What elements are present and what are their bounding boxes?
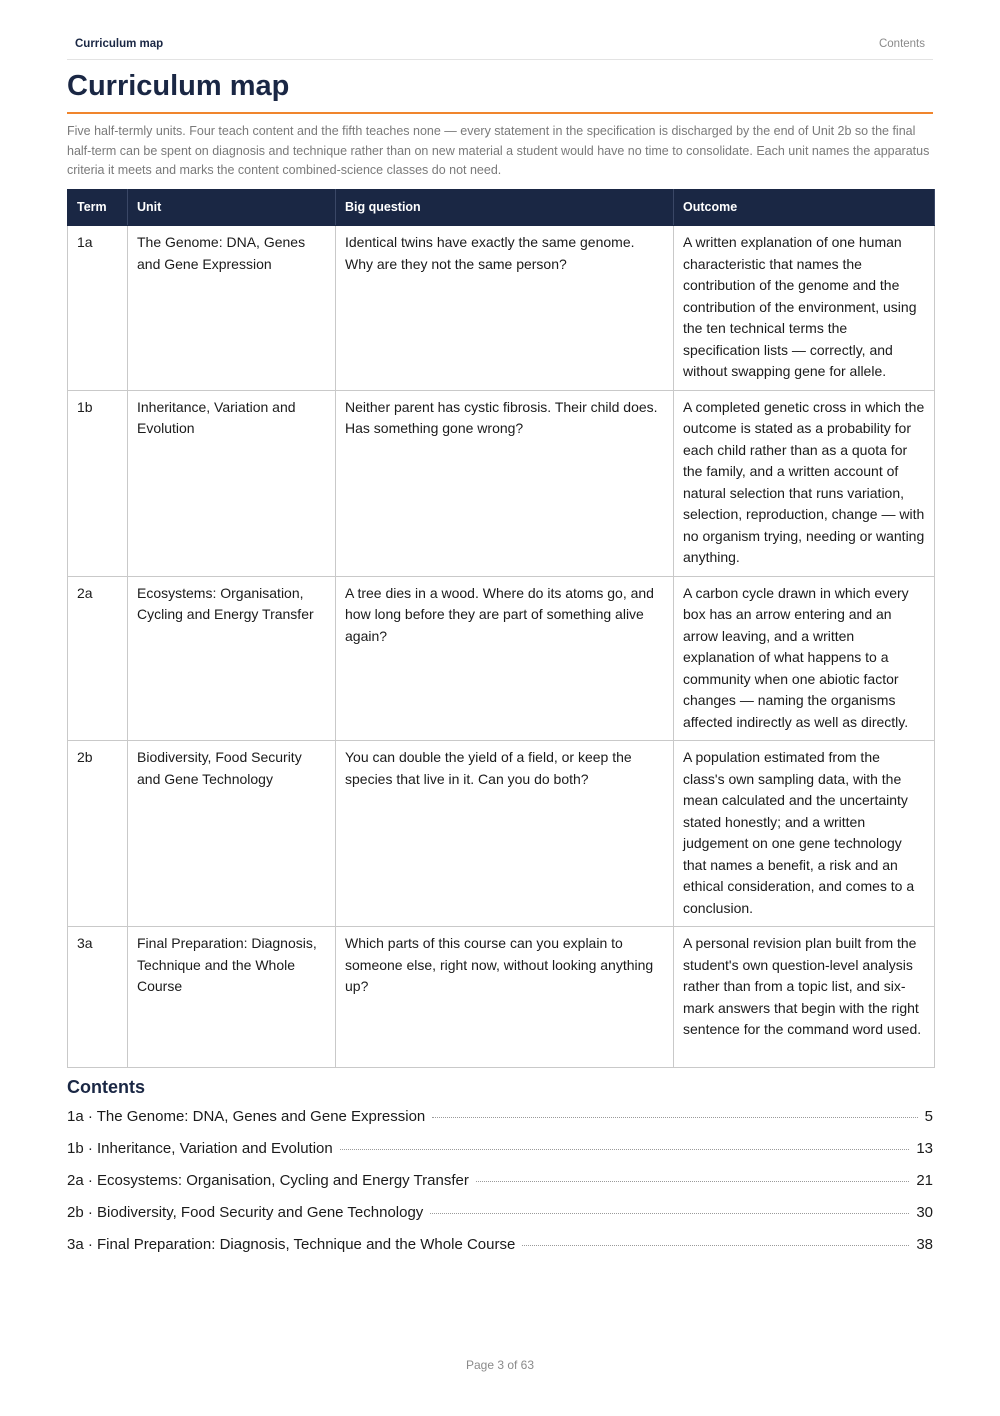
toc-page-number[interactable]: 5 <box>924 1108 933 1125</box>
question-cell: A tree dies in a wood. Where do its atoms go, and how long before they are part of something alive again? <box>336 576 674 741</box>
outcome-cell: A personal revision plan built from the student's own question-level analysis rather than from a topic list, and six-mark answers that begin with the right sentence for the command word used. <box>674 927 935 1068</box>
unit-cell: Final Preparation: Diagnosis, Technique and the Whole Course <box>128 927 336 1068</box>
toc-page-number[interactable]: 13 <box>916 1140 933 1157</box>
table-row <box>68 226 935 391</box>
toc-dot-leader <box>432 1117 917 1118</box>
header-chapter-label: Contents <box>878 38 925 50</box>
table-row <box>68 927 935 1068</box>
toc-dot-leader <box>340 1149 910 1150</box>
unit-cell: Ecosystems: Organisation, Cycling and Energy Transfer <box>128 576 336 741</box>
question-cell: Identical twins have exactly the same genome. Why are they not the same person? <box>336 226 674 391</box>
toc-entry[interactable] <box>67 1204 933 1236</box>
column-header-outcome: Outcome <box>674 190 935 226</box>
toc-entry-label[interactable]: 3a · Final Preparation: Diagnosis, Technique and the Whole Course <box>67 1236 516 1253</box>
toc-dot-leader <box>430 1213 909 1214</box>
toc-dot-leader <box>522 1245 909 1246</box>
table-row <box>68 390 935 576</box>
toc-entry[interactable] <box>67 1172 933 1204</box>
column-header-big-question: Big question <box>336 190 674 226</box>
term-cell: 2a <box>68 576 128 741</box>
column-header-term: Term <box>68 190 128 226</box>
toc-dot-leader <box>476 1181 909 1182</box>
question-cell: Which parts of this course can you explain to someone else, right now, without looking anything up? <box>336 927 674 1068</box>
term-cell: 1b <box>68 390 128 576</box>
table-row <box>68 741 935 927</box>
unit-cell: Biodiversity, Food Security and Gene Technology <box>128 741 336 927</box>
table-of-contents <box>67 1108 933 1268</box>
curriculum-table <box>67 189 935 1068</box>
unit-cell: Inheritance, Variation and Evolution <box>128 390 336 576</box>
toc-entry-label[interactable]: 2b · Biodiversity, Food Security and Gene Technology <box>67 1204 424 1221</box>
running-header <box>67 37 933 60</box>
table-header-row <box>68 190 935 226</box>
toc-page-number[interactable]: 21 <box>916 1172 933 1189</box>
toc-entry[interactable] <box>67 1140 933 1172</box>
term-cell: 1a <box>68 226 128 391</box>
outcome-cell: A written explanation of one human characteristic that names the contribution of the genome and the contribution of the environment, using the ten technical terms the specification lists — correctly, and without swapping gene for allele. <box>674 226 935 391</box>
toc-entry-label[interactable]: 2a · Ecosystems: Organisation, Cycling and Energy Transfer <box>67 1172 469 1189</box>
toc-entry[interactable] <box>67 1236 933 1268</box>
column-header-unit: Unit <box>128 190 336 226</box>
outcome-cell: A completed genetic cross in which the outcome is stated as a probability for each child rather than as a quota for the family, and a written account of natural selection that runs variation, selection, reproduction, change — with no organism trying, needing or wanting anything. <box>674 390 935 576</box>
toc-page-number[interactable]: 30 <box>916 1204 933 1221</box>
toc-entry[interactable] <box>67 1108 933 1140</box>
term-cell: 2b <box>68 741 128 927</box>
toc-entry-label[interactable]: 1a · The Genome: DNA, Genes and Gene Expression <box>67 1108 426 1125</box>
header-section-title: Curriculum map <box>75 38 164 50</box>
toc-page-number[interactable]: 38 <box>916 1236 933 1253</box>
question-cell: Neither parent has cystic fibrosis. Their child does. Has something gone wrong? <box>336 390 674 576</box>
page-title: Curriculum map <box>67 70 933 114</box>
table-row <box>68 576 935 741</box>
outcome-cell: A carbon cycle drawn in which every box has an arrow entering and an arrow leaving, and a written explanation of what happens to a community when one abiotic factor changes — naming the organisms affected indirectly as well as directly. <box>674 576 935 741</box>
intro-paragraph: Five half-termly units. Four teach content and the fifth teaches none — every statement in the specification is discharged by the end of Unit 2b so the final half-term can be spent on diagnosis and technique rather than on new material a student would have no time to consolidate. Each unit names the apparatus criteria it meets and marks the content combined-science classes do not need. <box>67 124 930 177</box>
contents-heading: Contents <box>67 1077 145 1097</box>
unit-cell: The Genome: DNA, Genes and Gene Expression <box>128 226 336 391</box>
question-cell: You can double the yield of a field, or keep the species that live in it. Can you do both? <box>336 741 674 927</box>
page-footer: Page 3 of 63 <box>465 1358 535 1372</box>
outcome-cell: A population estimated from the class's own sampling data, with the mean calculated and the uncertainty stated honestly; and a written judgement on one gene technology that names a benefit, a risk and an ethical consideration, and comes to a conclusion. <box>674 741 935 927</box>
term-cell: 3a <box>68 927 128 1068</box>
toc-entry-label[interactable]: 1b · Inheritance, Variation and Evolution <box>67 1140 333 1157</box>
